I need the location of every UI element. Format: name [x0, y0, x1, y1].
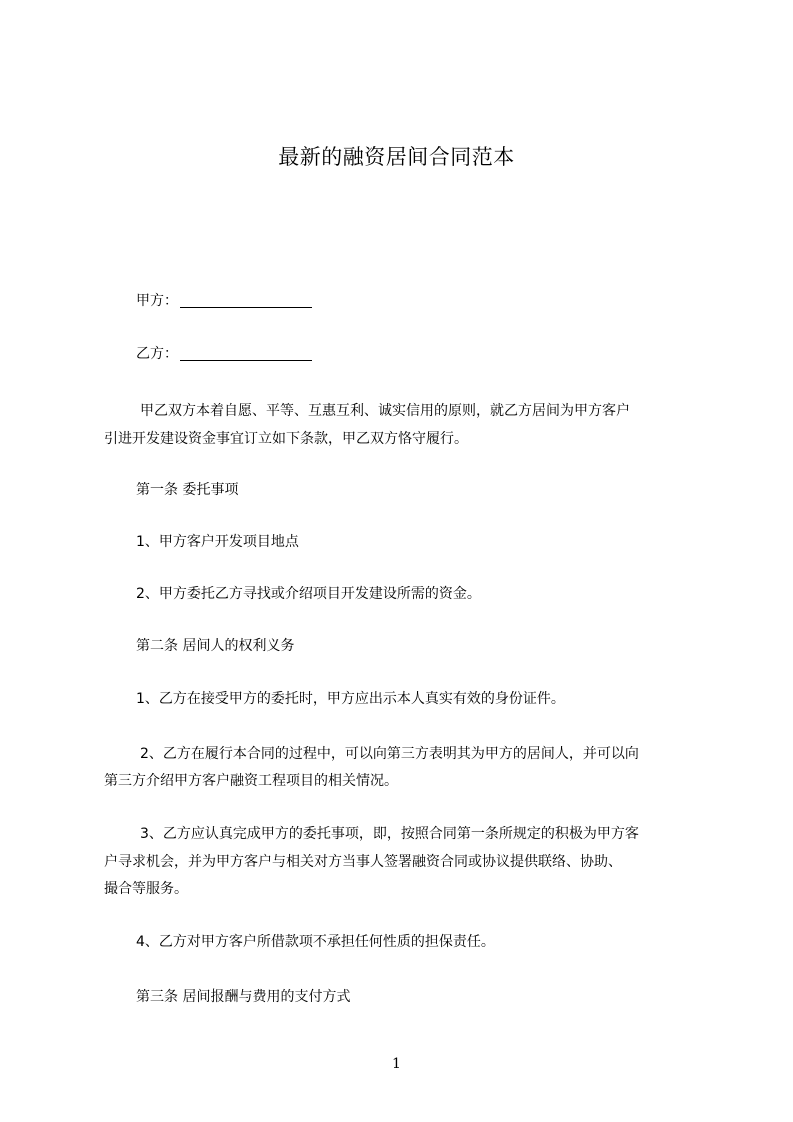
- article2-item-2-line-1: 2、乙方在履行本合同的过程中，可以向第三方表明其为甲方的居间人，并可以向: [140, 746, 639, 762]
- page-number: 1: [392, 1056, 401, 1072]
- preamble-line-2: 引进开发建设资金事宜订立如下条款，甲乙双方恪守履行。: [104, 431, 468, 447]
- article2-item-3-line-1: 3、乙方应认真完成甲方的委托事项，即，按照合同第一条所规定的积极为甲方客: [140, 826, 639, 842]
- article1-item-1: 1、甲方客户开发项目地点: [136, 534, 299, 550]
- preamble-line-1: 甲乙双方本着自愿、平等、互惠互利、诚实信用的原则，就乙方居间为甲方客户: [140, 403, 630, 419]
- article2-heading: 第二条 居间人的权利义务: [136, 638, 295, 654]
- article2-item-3-line-2: 户寻求机会，并为甲方客户与相关对方当事人签署融资合同或协议提供联络、协助、: [104, 854, 622, 870]
- article1-heading: 第一条 委托事项: [136, 482, 239, 498]
- party-b-line: [136, 340, 312, 368]
- article2-item-4: 4、乙方对甲方客户所借款项不承担任何性质的担保责任。: [136, 934, 495, 950]
- article2-item-1: 1、乙方在接受甲方的委托时，甲方应出示本人真实有效的身份证件。: [136, 691, 565, 707]
- party-b-label: 乙方：: [136, 346, 178, 362]
- article1-item-2: 2、甲方委托乙方寻找或介绍项目开发建设所需的资金。: [136, 586, 481, 602]
- document-title: 最新的融资居间合同范本: [278, 145, 515, 169]
- party-a-blank: [180, 291, 312, 308]
- party-a-line: [136, 287, 312, 315]
- party-a-label: 甲方：: [136, 293, 178, 309]
- article3-heading: 第三条 居间报酬与费用的支付方式: [136, 989, 351, 1005]
- article2-item-3-line-3: 撮合等服务。: [104, 881, 188, 897]
- party-b-blank: [180, 344, 312, 361]
- article2-item-2-line-2: 第三方介绍甲方客户融资工程项目的相关情况。: [104, 773, 398, 789]
